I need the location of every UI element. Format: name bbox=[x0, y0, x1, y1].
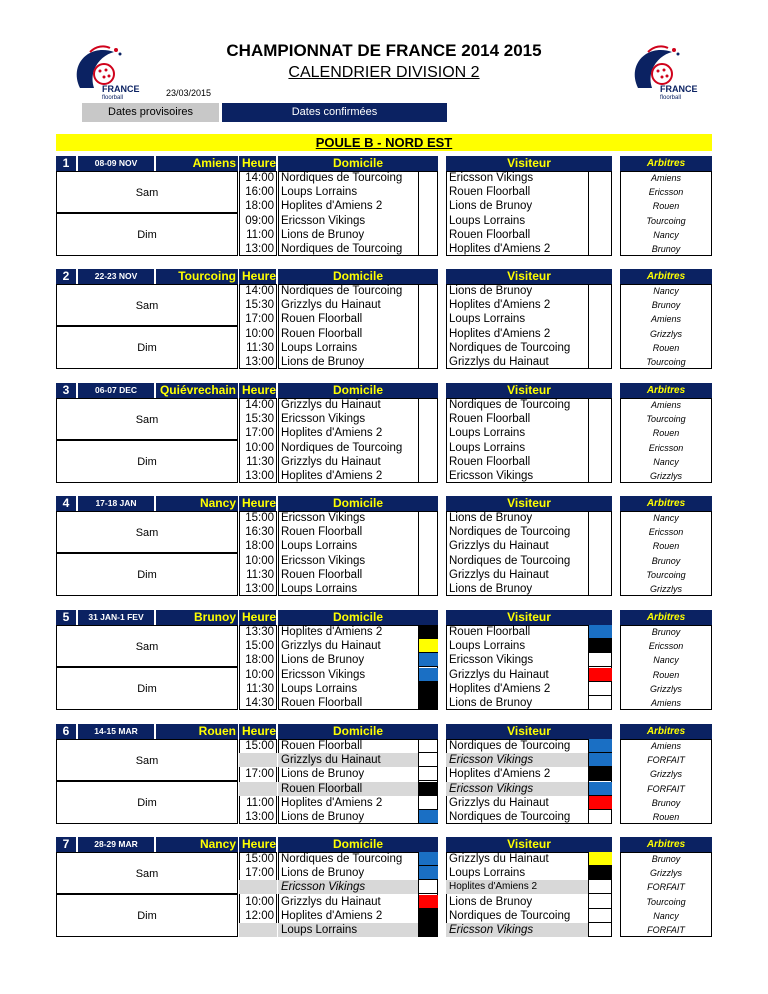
arbitres-header: Arbitres bbox=[620, 269, 712, 284]
match-time: 11:30 bbox=[246, 456, 274, 468]
home-color-column bbox=[418, 398, 438, 483]
day-label-sunday: Dim bbox=[56, 553, 238, 596]
visiteur-header: Visiteur bbox=[446, 837, 612, 852]
domicile-header: Domicile bbox=[278, 724, 438, 739]
match-time: 11:00 bbox=[246, 229, 274, 241]
referee: FORFAIT bbox=[647, 784, 685, 794]
home-team: Hoplites d'Amiens 2 bbox=[281, 427, 383, 439]
referee: Grizzlys bbox=[650, 769, 682, 779]
referee: Grizzlys bbox=[650, 471, 682, 481]
home-color-column bbox=[418, 852, 438, 937]
day-label-saturday: Sam bbox=[56, 398, 238, 440]
visiteur-header: Visiteur bbox=[446, 383, 612, 398]
home-team: Rouen Floorball bbox=[281, 783, 363, 795]
home-team: Loups Lorrains bbox=[281, 683, 358, 695]
round-number: 1 bbox=[56, 156, 76, 171]
away-team: Grizzlys du Hainaut bbox=[449, 356, 549, 368]
away-team: Nordiques de Tourcoing bbox=[449, 399, 571, 411]
arbitres-header: Arbitres bbox=[620, 156, 712, 171]
away-team: Nordiques de Tourcoing bbox=[449, 526, 571, 538]
round-venue: Rouen bbox=[156, 724, 238, 739]
match-time: 10:00 bbox=[245, 669, 274, 681]
home-team: Nordiques de Tourcoing bbox=[281, 285, 403, 297]
day-label-saturday: Sam bbox=[56, 171, 238, 213]
home-team: Ericsson Vikings bbox=[281, 881, 366, 893]
home-team: Lions de Brunoy bbox=[281, 229, 365, 241]
home-team: Rouen Floorball bbox=[281, 526, 363, 538]
round-number: 6 bbox=[56, 724, 76, 739]
home-team: Lions de Brunoy bbox=[281, 654, 365, 666]
home-team: Loups Lorrains bbox=[281, 540, 358, 552]
referee: Rouen bbox=[652, 201, 680, 211]
away-team: Rouen Floorball bbox=[449, 413, 531, 425]
away-team: Grizzlys du Hainaut bbox=[449, 569, 549, 581]
arbitres-header: Arbitres bbox=[620, 610, 712, 625]
home-team: Loups Lorrains bbox=[281, 186, 358, 198]
visiteur-header: Visiteur bbox=[446, 269, 612, 284]
away-team: Hoplites d'Amiens 2 bbox=[449, 299, 551, 311]
referee: Rouen bbox=[652, 428, 680, 438]
home-team: Hoplites d'Amiens 2 bbox=[281, 200, 383, 212]
match-time: 14:00 bbox=[245, 399, 274, 411]
match-time: 15:00 bbox=[245, 740, 274, 752]
match-time: 18:00 bbox=[245, 540, 274, 552]
home-team: Rouen Floorball bbox=[281, 740, 363, 752]
home-color-column bbox=[418, 625, 438, 710]
home-team: Grizzlys du Hainaut bbox=[281, 399, 381, 411]
round-number: 4 bbox=[56, 496, 76, 511]
round-block bbox=[56, 383, 712, 484]
away-team: Loups Lorrains bbox=[449, 867, 526, 879]
referee: Nancy bbox=[653, 655, 679, 665]
match-time: 11:30 bbox=[246, 683, 274, 695]
domicile-header: Domicile bbox=[278, 610, 438, 625]
away-team: Lions de Brunoy bbox=[449, 200, 533, 212]
round-number: 7 bbox=[56, 837, 76, 852]
day-label-saturday: Sam bbox=[56, 511, 238, 553]
match-time: 10:00 bbox=[245, 442, 274, 454]
day-label-saturday: Sam bbox=[56, 625, 238, 667]
domicile-header: Domicile bbox=[278, 837, 438, 852]
svg-text:floorball: floorball bbox=[102, 95, 124, 100]
round-dates: 17-18 JAN bbox=[78, 496, 154, 511]
domicile-header: Domicile bbox=[278, 496, 438, 511]
domicile-header: Domicile bbox=[278, 269, 438, 284]
away-team: Rouen Floorball bbox=[449, 229, 531, 241]
day-label-sunday: Dim bbox=[56, 781, 238, 824]
away-color-column bbox=[588, 398, 612, 483]
round-dates: 28-29 MAR bbox=[78, 837, 154, 852]
day-label-sunday: Dim bbox=[56, 667, 238, 710]
away-team: Lions de Brunoy bbox=[449, 285, 533, 297]
away-color-column bbox=[588, 739, 612, 824]
home-team: Rouen Floorball bbox=[281, 328, 363, 340]
away-team: Nordiques de Tourcoing bbox=[449, 555, 571, 567]
home-team: Grizzlys du Hainaut bbox=[281, 456, 381, 468]
away-team: Lions de Brunoy bbox=[449, 512, 533, 524]
match-time: 11:30 bbox=[246, 569, 274, 581]
match-time: 16:00 bbox=[245, 186, 274, 198]
referee: Ericsson bbox=[648, 641, 684, 651]
away-team: Grizzlys du Hainaut bbox=[449, 797, 549, 809]
day-label-sunday: Dim bbox=[56, 440, 238, 483]
referee: Tourcoing bbox=[646, 216, 686, 226]
away-team: Hoplites d'Amiens 2 bbox=[449, 243, 551, 255]
visiteur-header: Visiteur bbox=[446, 610, 612, 625]
referee: Rouen bbox=[652, 812, 680, 822]
match-time: 15:00 bbox=[245, 512, 274, 524]
match-time: 17:00 bbox=[245, 313, 274, 325]
match-time bbox=[239, 923, 276, 937]
home-team: Ericsson Vikings bbox=[281, 413, 366, 425]
round-dates: 22-23 NOV bbox=[78, 269, 154, 284]
home-team: Nordiques de Tourcoing bbox=[281, 853, 403, 865]
round-dates: 31 JAN-1 FEV bbox=[78, 610, 154, 625]
round-venue: Tourcoing bbox=[156, 269, 238, 284]
domicile-header: Domicile bbox=[278, 156, 438, 171]
referee: Amiens bbox=[650, 698, 681, 708]
match-time: 13:00 bbox=[245, 356, 274, 368]
match-time: 13:00 bbox=[245, 583, 274, 595]
match-time: 15:00 bbox=[245, 853, 274, 865]
match-time: 09:00 bbox=[245, 215, 274, 227]
away-team: Nordiques de Tourcoing bbox=[449, 811, 571, 823]
home-team: Grizzlys du Hainaut bbox=[281, 640, 381, 652]
home-team: Hoplites d'Amiens 2 bbox=[281, 626, 383, 638]
home-team: Loups Lorrains bbox=[281, 924, 358, 936]
home-team: Nordiques de Tourcoing bbox=[281, 442, 403, 454]
domicile-header: Domicile bbox=[278, 383, 438, 398]
arbitres-header: Arbitres bbox=[620, 837, 712, 852]
round-venue: Nancy bbox=[156, 496, 238, 511]
match-time: 13:00 bbox=[245, 470, 274, 482]
match-time: 15:30 bbox=[245, 299, 274, 311]
heure-header: Heure bbox=[239, 837, 276, 852]
match-time: 13:00 bbox=[245, 243, 274, 255]
day-label-sunday: Dim bbox=[56, 894, 238, 937]
away-color-column bbox=[588, 625, 612, 710]
round-number: 5 bbox=[56, 610, 76, 625]
referee: Grizzlys bbox=[650, 868, 682, 878]
referee: Ericsson bbox=[648, 443, 684, 453]
match-time: 17:00 bbox=[245, 427, 274, 439]
referee: Ericsson bbox=[648, 187, 684, 197]
away-team: Rouen Floorball bbox=[449, 186, 531, 198]
svg-text:FRANCE: FRANCE bbox=[102, 84, 140, 94]
page-subtitle: CALENDRIER DIVISION 2 bbox=[288, 64, 480, 81]
arbitres-header: Arbitres bbox=[620, 496, 712, 511]
match-time: 10:00 bbox=[245, 896, 274, 908]
legend-provisional: Dates provisoires bbox=[82, 103, 219, 122]
home-team: Loups Lorrains bbox=[281, 583, 358, 595]
referee: Brunoy bbox=[651, 244, 681, 254]
referee: Grizzlys bbox=[650, 329, 682, 339]
svg-text:floorball: floorball bbox=[660, 95, 682, 100]
round-block bbox=[56, 724, 712, 825]
heure-header: Heure bbox=[239, 610, 276, 625]
round-dates: 06-07 DEC bbox=[78, 383, 154, 398]
match-time: 16:30 bbox=[245, 526, 274, 538]
match-time: 13:30 bbox=[245, 626, 274, 638]
home-team: Lions de Brunoy bbox=[281, 867, 365, 879]
match-time: 17:00 bbox=[245, 768, 274, 780]
home-team: Hoplites d'Amiens 2 bbox=[281, 797, 383, 809]
away-team: Ericsson Vikings bbox=[449, 470, 534, 482]
referee: Tourcoing bbox=[646, 570, 686, 580]
match-time: 13:00 bbox=[245, 811, 274, 823]
heure-header: Heure bbox=[239, 156, 276, 171]
home-color-column bbox=[418, 511, 438, 596]
heure-header: Heure bbox=[239, 724, 276, 739]
away-team: Loups Lorrains bbox=[449, 427, 526, 439]
referee: Rouen bbox=[652, 343, 680, 353]
referee: Brunoy bbox=[651, 854, 681, 864]
visiteur-header: Visiteur bbox=[446, 156, 612, 171]
referee: Nancy bbox=[653, 457, 679, 467]
away-color-column bbox=[588, 852, 612, 937]
match-time bbox=[239, 782, 276, 796]
poule-title: POULE B - NORD EST bbox=[315, 135, 453, 150]
referee: FORFAIT bbox=[647, 882, 685, 892]
home-color-column bbox=[418, 284, 438, 369]
match-time: 17:00 bbox=[245, 867, 274, 879]
page-title: CHAMPIONNAT DE FRANCE 2014 2015 bbox=[226, 41, 542, 60]
referee: Amiens bbox=[650, 400, 681, 410]
home-color-column bbox=[418, 171, 438, 256]
away-team: Loups Lorrains bbox=[449, 442, 526, 454]
round-block bbox=[56, 269, 712, 370]
referee: Nancy bbox=[653, 286, 679, 296]
away-team: Rouen Floorball bbox=[449, 456, 531, 468]
home-team: Ericsson Vikings bbox=[281, 669, 366, 681]
home-team: Hoplites d'Amiens 2 bbox=[281, 470, 383, 482]
home-team: Ericsson Vikings bbox=[281, 512, 366, 524]
match-time: 10:00 bbox=[245, 328, 274, 340]
away-team: Hoplites d'Amiens 2 bbox=[449, 881, 538, 892]
home-team: Hoplites d'Amiens 2 bbox=[281, 910, 383, 922]
away-team: Ericsson Vikings bbox=[449, 754, 534, 766]
visiteur-header: Visiteur bbox=[446, 724, 612, 739]
heure-header: Heure bbox=[239, 496, 276, 511]
round-dates: 08-09 NOV bbox=[78, 156, 154, 171]
away-color-column bbox=[588, 171, 612, 256]
round-block bbox=[56, 610, 712, 711]
visiteur-header: Visiteur bbox=[446, 496, 612, 511]
home-team: Nordiques de Tourcoing bbox=[281, 243, 403, 255]
round-dates: 14-15 MAR bbox=[78, 724, 154, 739]
away-team: Lions de Brunoy bbox=[449, 583, 533, 595]
match-time: 15:30 bbox=[245, 413, 274, 425]
day-label-sunday: Dim bbox=[56, 326, 238, 369]
match-time: 11:30 bbox=[246, 342, 274, 354]
arbitres-header: Arbitres bbox=[620, 724, 712, 739]
home-team: Lions de Brunoy bbox=[281, 811, 365, 823]
referee: Brunoy bbox=[651, 798, 681, 808]
home-team: Grizzlys du Hainaut bbox=[281, 299, 381, 311]
away-team: Ericsson Vikings bbox=[449, 783, 534, 795]
away-team: Loups Lorrains bbox=[449, 215, 526, 227]
update-date: 23/03/2015 bbox=[166, 88, 212, 98]
round-block bbox=[56, 837, 712, 938]
round-venue: Nancy bbox=[156, 837, 238, 852]
away-team: Grizzlys du Hainaut bbox=[449, 853, 549, 865]
away-team: Rouen Floorball bbox=[449, 626, 531, 638]
match-time: 14:30 bbox=[245, 697, 274, 709]
round-block bbox=[56, 496, 712, 597]
home-team: Lions de Brunoy bbox=[281, 768, 365, 780]
home-team: Grizzlys du Hainaut bbox=[281, 754, 381, 766]
svg-text:FRANCE: FRANCE bbox=[660, 84, 698, 94]
away-team: Ericsson Vikings bbox=[449, 654, 534, 666]
round-venue: Brunoy bbox=[156, 610, 238, 625]
round-venue: Quiévrechain bbox=[156, 383, 238, 398]
referee: Grizzlys bbox=[650, 584, 682, 594]
round-block bbox=[56, 156, 712, 257]
match-time: 10:00 bbox=[245, 555, 274, 567]
day-label-sunday: Dim bbox=[56, 213, 238, 256]
match-time: 11:00 bbox=[246, 797, 274, 809]
referee: Amiens bbox=[650, 173, 681, 183]
day-label-saturday: Sam bbox=[56, 739, 238, 781]
round-number: 2 bbox=[56, 269, 76, 284]
referee: Brunoy bbox=[651, 627, 681, 637]
match-time: 14:00 bbox=[245, 285, 274, 297]
match-time bbox=[239, 880, 276, 894]
referee: Tourcoing bbox=[646, 897, 686, 907]
away-team: Hoplites d'Amiens 2 bbox=[449, 683, 551, 695]
referee: Nancy bbox=[653, 911, 679, 921]
home-team: Lions de Brunoy bbox=[281, 356, 365, 368]
away-team: Ericsson Vikings bbox=[449, 924, 534, 936]
match-time: 18:00 bbox=[245, 200, 274, 212]
away-team: Loups Lorrains bbox=[449, 640, 526, 652]
away-team: Nordiques de Tourcoing bbox=[449, 342, 571, 354]
referee: Amiens bbox=[650, 741, 681, 751]
legend-confirmed: Dates confirmées bbox=[222, 103, 447, 122]
heure-header: Heure bbox=[239, 383, 276, 398]
poule-banner bbox=[56, 134, 712, 151]
away-team: Loups Lorrains bbox=[449, 313, 526, 325]
day-label-saturday: Sam bbox=[56, 284, 238, 326]
home-team: Loups Lorrains bbox=[281, 342, 358, 354]
arbitres-header: Arbitres bbox=[620, 383, 712, 398]
home-team: Rouen Floorball bbox=[281, 697, 363, 709]
away-team: Nordiques de Tourcoing bbox=[449, 910, 571, 922]
referee: Brunoy bbox=[651, 300, 681, 310]
away-team: Hoplites d'Amiens 2 bbox=[449, 328, 551, 340]
away-color-column bbox=[588, 284, 612, 369]
away-team: Ericsson Vikings bbox=[449, 172, 534, 184]
match-time: 14:00 bbox=[245, 172, 274, 184]
away-team: Lions de Brunoy bbox=[449, 896, 533, 908]
away-team: Grizzlys du Hainaut bbox=[449, 669, 549, 681]
match-time bbox=[239, 753, 276, 767]
home-team: Ericsson Vikings bbox=[281, 215, 366, 227]
away-team: Grizzlys du Hainaut bbox=[449, 540, 549, 552]
day-label-saturday: Sam bbox=[56, 852, 238, 894]
round-number: 3 bbox=[56, 383, 76, 398]
referee: Nancy bbox=[653, 230, 679, 240]
referee: Ericsson bbox=[648, 527, 684, 537]
home-team: Grizzlys du Hainaut bbox=[281, 896, 381, 908]
referee: FORFAIT bbox=[647, 755, 685, 765]
referee: Tourcoing bbox=[646, 414, 686, 424]
referee: Nancy bbox=[653, 513, 679, 523]
referee: Rouen bbox=[652, 670, 680, 680]
away-team: Lions de Brunoy bbox=[449, 697, 533, 709]
home-team: Rouen Floorball bbox=[281, 569, 363, 581]
match-time: 18:00 bbox=[245, 654, 274, 666]
referee: Tourcoing bbox=[646, 357, 686, 367]
referee: Rouen bbox=[652, 541, 680, 551]
match-time: 12:00 bbox=[245, 910, 274, 922]
away-color-column bbox=[588, 511, 612, 596]
home-team: Nordiques de Tourcoing bbox=[281, 172, 403, 184]
away-team: Hoplites d'Amiens 2 bbox=[449, 768, 551, 780]
referee: Grizzlys bbox=[650, 684, 682, 694]
home-team: Rouen Floorball bbox=[281, 313, 363, 325]
match-time: 15:00 bbox=[245, 640, 274, 652]
heure-header: Heure bbox=[239, 269, 276, 284]
round-venue: Amiens bbox=[156, 156, 238, 171]
home-color-column bbox=[418, 739, 438, 824]
referee: Amiens bbox=[650, 314, 681, 324]
home-team: Ericsson Vikings bbox=[281, 555, 366, 567]
referee: Brunoy bbox=[651, 556, 681, 566]
referee: FORFAIT bbox=[647, 925, 685, 935]
away-team: Nordiques de Tourcoing bbox=[449, 740, 571, 752]
